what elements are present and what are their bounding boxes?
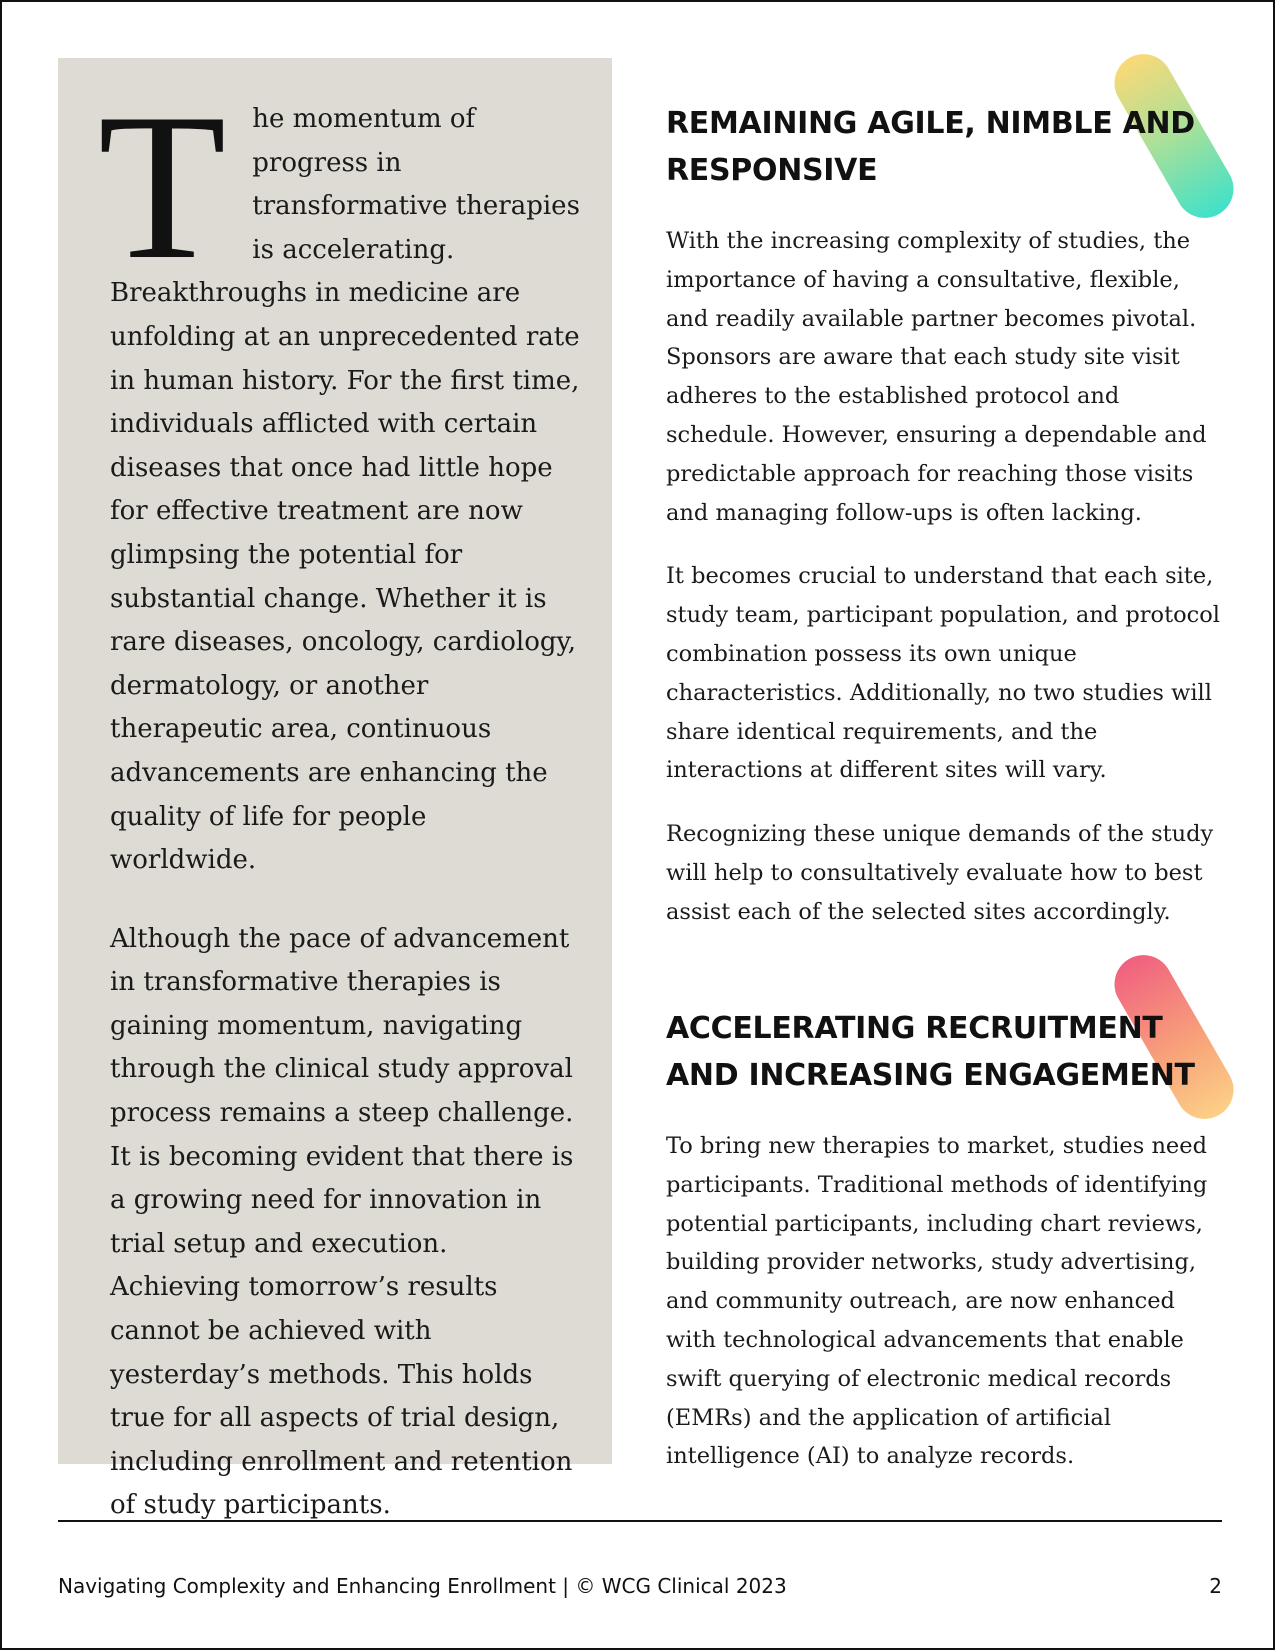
section-agile-paragraph: It becomes crucial to understand that each site, study team, participant population, and protocol combination possess its own unique characteristics. Additionally, no two studies will share identical requirements, and the interactions at different sites will vary. <box>666 563 1220 784</box>
section-recruitment-body <box>666 1127 1226 1476</box>
footer-text: Navigating Complexity and Enhancing Enrollment | © WCG Clinical 2023 <box>58 1574 787 1598</box>
drop-cap: T <box>98 71 227 303</box>
section-recruitment-heading: ACCELERATING RECRUITMENT AND INCREASING ENGAGEMENT <box>666 1011 1195 1093</box>
section-agile-body <box>666 222 1226 932</box>
section-recruitment-paragraph: To bring new therapies to market, studies need participants. Traditional methods of identifying potential participants, including chart reviews, building provider networks, study advertising, and community outreach, are now enhanced with technological advancements that enable swift querying of electronic medical records (EMRs) and the application of artificial intelligence (AI) to analyze records. <box>666 1133 1208 1470</box>
section-agile <box>666 100 1226 957</box>
section-recruitment <box>666 1005 1226 1501</box>
intro-paragraph-2: Although the pace of advancement in transformative therapies is gaining momentum, navigating through the clinical study approval process remains a steep challenge. It is becoming evident that there is a growing need for innovation in trial setup and execution. Achieving tomorrow’s results cannot be achieved with yesterday’s methods. This holds true for all aspects of trial design, including enrollment and retention of study participants. <box>110 923 574 1521</box>
intro-paragraph-1 <box>98 71 580 883</box>
section-agile-heading: REMAINING AGILE, NIMBLE AND RESPONSIVE <box>666 106 1195 188</box>
intro-sidebar <box>58 58 612 1521</box>
section-agile-paragraph: With the increasing complexity of studies, the importance of having a consultative, flexible, and readily available partner becomes pivotal. Sponsors are aware that each study site visit adheres to the established protocol and schedule. However, ensuring a dependable and predictable approach for reaching those visits and managing follow-ups is often lacking. <box>666 228 1207 526</box>
section-agile-paragraph: Recognizing these unique demands of the study will help to consultatively evaluate how to best assist each of the selected sites accordingly. <box>666 821 1214 925</box>
page-number: 2 <box>1209 1574 1222 1598</box>
intro-paragraph-1-text: he momentum of progress in transformative therapies is accelerating. Breakthroughs in medicine are unfolding at an unprecedented rate in human history. For the first time, individuals afflicted with certain diseases that once had little hope for effective treatment are now glimpsing the potential for substantial change. Whether it is rare diseases, oncology, cardiology, dermatology, or another therapeutic area, continuous advancements are enhancing the quality of life for people worldwide. <box>110 104 580 876</box>
intro-text <box>98 71 580 1528</box>
footer-divider <box>58 1520 1222 1522</box>
